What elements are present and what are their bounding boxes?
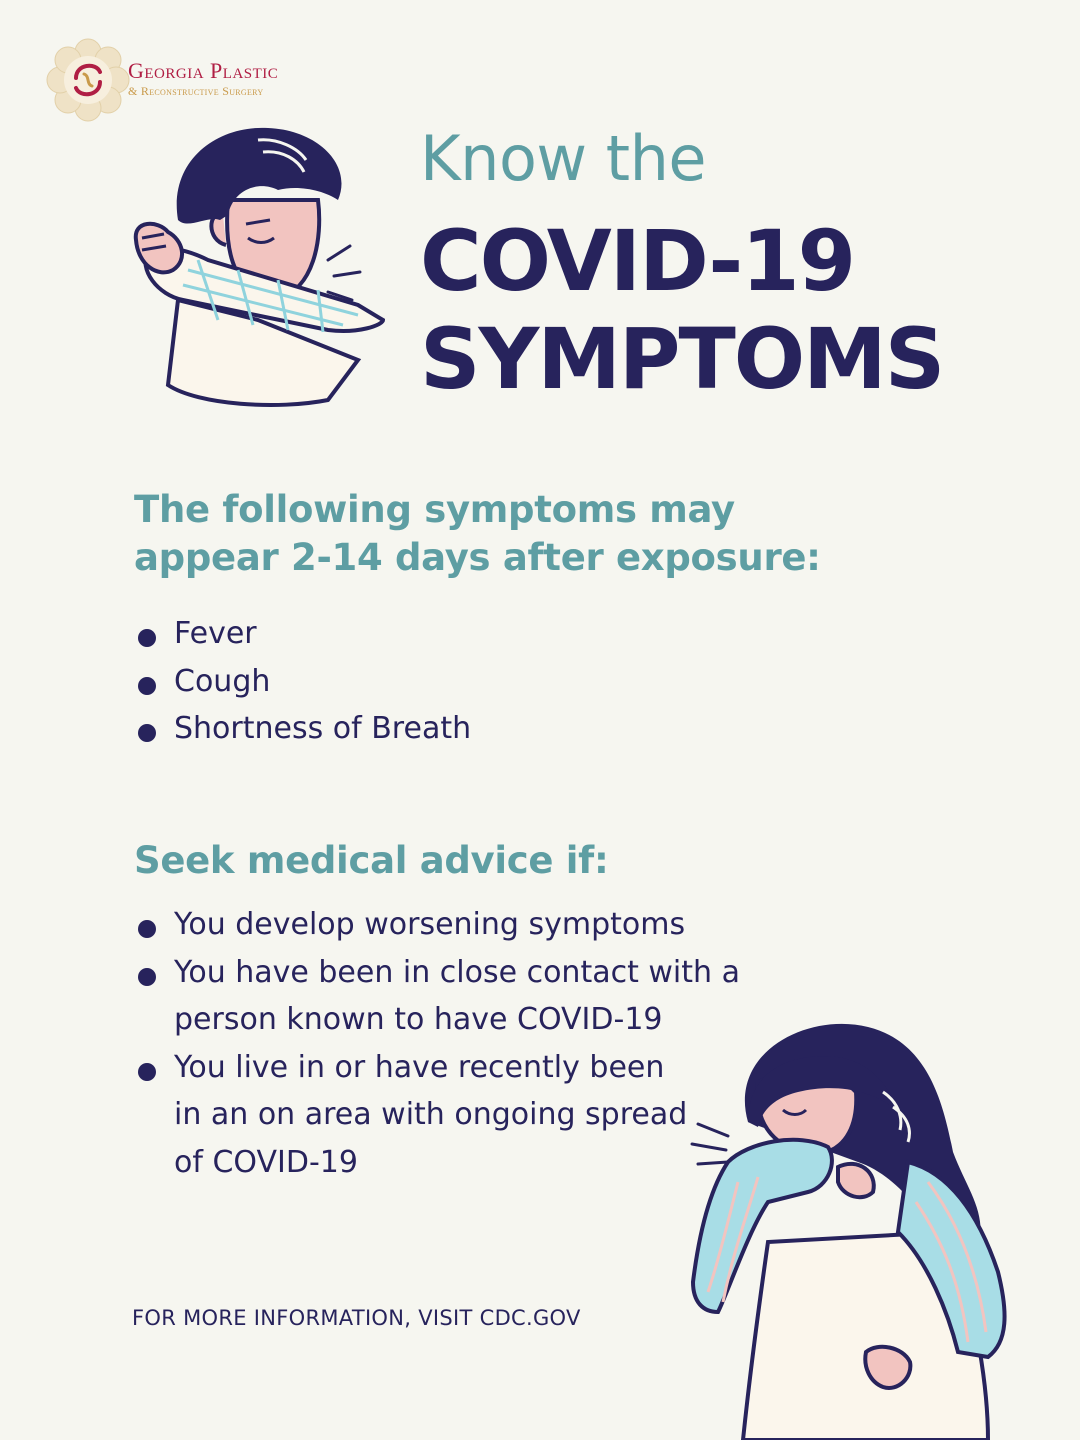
- list-item-label: Cough: [174, 663, 271, 699]
- logo-subtitle: & Reconstructive Surgery: [128, 84, 264, 98]
- list-item: [134, 658, 814, 706]
- list-item-label: Shortness of Breath: [174, 711, 472, 746]
- list-item: [134, 610, 814, 658]
- list-item-label: Fever: [174, 616, 257, 651]
- bullet-icon: [138, 968, 156, 986]
- list-item: [134, 1044, 694, 1187]
- list-item: [134, 901, 794, 949]
- logo: [46, 38, 346, 128]
- list-item-label: You have been in close contact with a person known to have COVID-19: [174, 954, 740, 1037]
- list-item-label: You develop worsening symptoms: [174, 907, 686, 942]
- footer-info: FOR MORE INFORMATION, VISIT CDC.GOV: [132, 1306, 581, 1330]
- bullet-icon: [138, 677, 156, 695]
- logo-name: Georgia Plastic: [128, 58, 279, 83]
- symptoms-heading: The following symptoms may appear 2-14 days after exposure:: [134, 488, 821, 579]
- woman-coughing-illustration: [688, 1012, 1028, 1440]
- list-item-label: You live in or have recently been in an on area with ongoing spread of COVID-19: [174, 1049, 688, 1180]
- bullet-icon: [138, 1063, 156, 1081]
- symptom-list: [134, 610, 814, 753]
- page-title-line-2: SYMPTOMS: [420, 310, 944, 408]
- advice-heading: Seek medical advice if:: [134, 839, 609, 882]
- flower-logo-icon: [46, 38, 130, 122]
- bullet-icon: [138, 629, 156, 647]
- page-title-line-1: COVID-19: [420, 212, 855, 310]
- bullet-icon: [138, 724, 156, 742]
- bullet-icon: [138, 920, 156, 938]
- page-kicker: Know the: [420, 122, 707, 195]
- man-sneezing-illustration: [128, 120, 398, 415]
- list-item: [134, 705, 814, 753]
